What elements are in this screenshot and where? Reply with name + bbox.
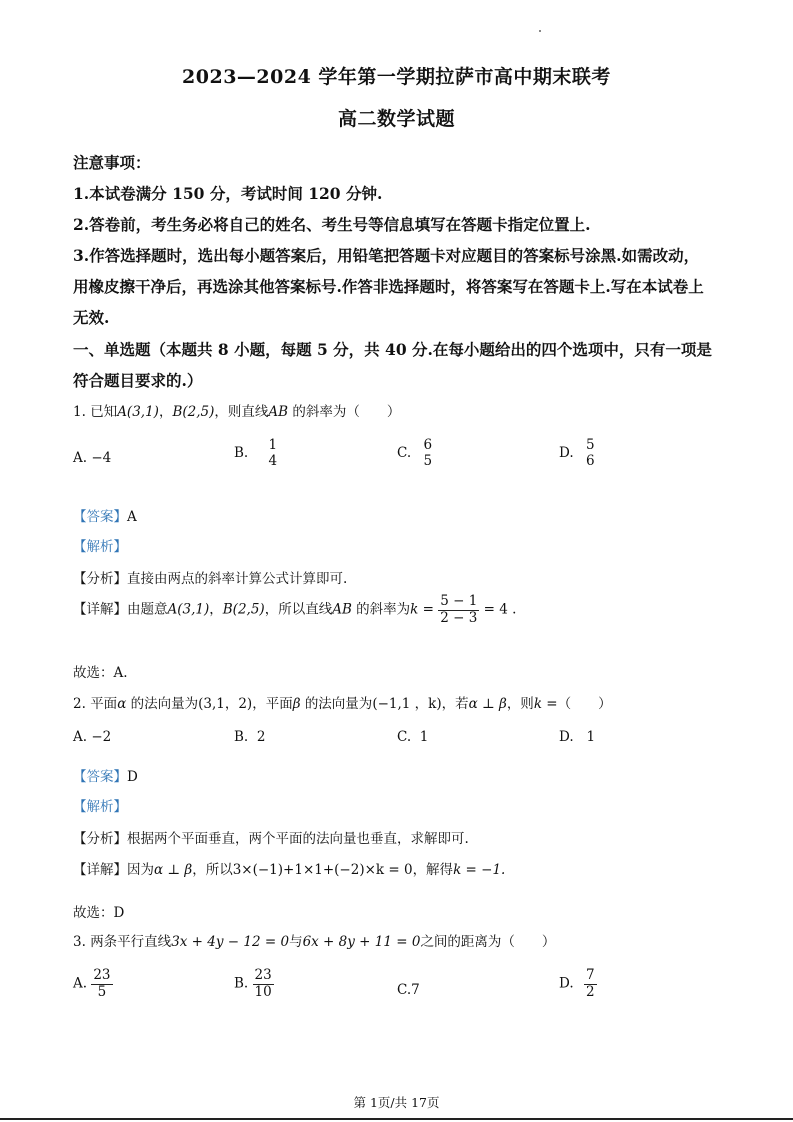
page-footer: 第 1页/共 17页: [353, 1095, 440, 1110]
q2-answer-label: 【答案】: [73, 769, 127, 785]
q3-option-a: [73, 968, 113, 1000]
q1-line: AB: [268, 404, 289, 420]
notice-item-3a: 3.作答选择题时，选出每小题答案后，用铅笔把答题卡对应题目的答案标号涂黑.如需改动，: [73, 246, 700, 265]
q1-option-d: [559, 438, 597, 469]
q2-option-a-label: A.: [73, 729, 88, 745]
q1-choice: [73, 661, 128, 681]
q2-ask: k =: [533, 696, 558, 712]
section-heading-line1: 一、单选题（本题共 8 小题，每题 5 分，共 40 分.在每小题给出的四个选项中，只有一项是: [73, 340, 712, 359]
q2-alpha: α: [117, 696, 127, 712]
q1-detail: [73, 594, 516, 626]
q1-point-b: B(2,5): [172, 404, 215, 420]
q2-option-b-label: B.: [234, 729, 249, 745]
q2-analysis-label: [73, 795, 127, 815]
q1-detail-num: 5 − 1: [440, 593, 478, 609]
q2-number: 2.: [73, 696, 86, 712]
notice-item-1: 1.本试卷满分 150 分，考试时间 120 分钟.: [73, 184, 383, 203]
q3-option-d-fraction: [584, 968, 597, 1000]
q1-option-c-fraction: [421, 438, 434, 469]
q1-analysis-tag: 【解析】: [73, 539, 127, 555]
q3-option-a-den: 5: [91, 984, 112, 1001]
notice-item-3c: 无效.: [73, 308, 110, 327]
q3-line1: 3x + 4y − 12 = 0: [171, 934, 290, 950]
q2-choice-prefix: 故选：: [73, 905, 114, 921]
q2-beta: β: [292, 696, 301, 712]
q2-fenxi: [73, 827, 469, 847]
q3-option-a-fraction: [91, 968, 112, 1000]
q1-stem-a: 已知: [90, 404, 118, 420]
q1-detail-k: k =: [410, 601, 434, 618]
q1-detail-c: 的斜率为: [356, 601, 411, 618]
q1-option-b: [234, 438, 279, 469]
q2-detail-b: ，所以: [192, 862, 233, 878]
q1-detail-line: AB: [332, 601, 352, 618]
q1-choice-value: A.: [113, 665, 128, 681]
q2-detail-a: 因为: [127, 862, 154, 878]
q2-detail-c: ，解得: [412, 862, 454, 878]
q2-choice: [73, 901, 124, 921]
q1-option-d-label: D.: [559, 445, 574, 462]
q1-detail-a: 由题意: [127, 601, 168, 618]
q1-option-d-fraction: [584, 438, 597, 469]
q1-point-a: A(3,1): [117, 404, 159, 420]
q1-detail-den: 2 − 3: [440, 609, 478, 626]
q1-analysis-label: [73, 535, 127, 555]
q1-detail-point-b: B(2,5): [222, 601, 265, 618]
footer-rule: [0, 1118, 793, 1120]
q3-option-a-label: A.: [73, 975, 88, 992]
q1-answer: [73, 505, 137, 525]
q1-option-d-den: 6: [585, 452, 595, 469]
q2-cond: α ⊥ β: [468, 696, 507, 712]
scan-dot: [539, 30, 541, 32]
q3-stem-b: 与: [289, 934, 303, 950]
q2-stem-f: ，则: [506, 696, 534, 712]
q1-option-a-value: −4: [91, 450, 112, 466]
q1-answer-label: 【答案】: [73, 509, 127, 525]
q1-fenxi: [73, 567, 347, 587]
q3-option-d-den: 2: [585, 983, 595, 1000]
q1-fenxi-text: 直接由两点的斜率计算公式计算即可.: [127, 571, 348, 587]
q1-stem-b: ，则直线: [214, 404, 269, 420]
notice-heading: 注意事项：: [73, 153, 151, 172]
q1-detail-eq: = 4 .: [483, 601, 517, 618]
q2-stem-a: 平面: [90, 696, 118, 712]
q3-option-b-label: B.: [234, 975, 249, 992]
q2-stem-e: ，若: [441, 696, 469, 712]
q2-stem-g: （ ）: [557, 696, 612, 712]
exam-subtitle: 高二数学试题: [337, 108, 455, 130]
q1-choice-prefix: 故选：: [73, 665, 114, 681]
q1-option-b-num: 1: [268, 437, 278, 453]
q3-option-b-fraction: [253, 968, 274, 1000]
q2-detail-eq: 3×(−1)+1×1+(−2)×k = 0: [232, 862, 413, 878]
q1-detail-fraction: [438, 594, 479, 626]
q1-option-b-den: 4: [268, 452, 278, 469]
notice-item-2: 2.答卷前，考生务必将自己的姓名、考生号等信息填写在答题卡指定位置上.: [73, 215, 591, 234]
q2-detail-label: 【详解】: [73, 862, 127, 878]
q1-option-c-den: 5: [423, 452, 433, 469]
q1-option-a: [73, 450, 111, 466]
q1-detail-sep: ，: [209, 601, 223, 618]
q3-stem-a: 两条平行直线: [90, 934, 172, 950]
section-heading-line2: 符合题目要求的.）: [73, 371, 203, 390]
q2-option-c: [397, 729, 428, 745]
q2-fenxi-text: 根据两个平面垂直，两个平面的法向量也垂直，求解即可.: [127, 831, 469, 847]
q3-option-d-label: D.: [559, 975, 574, 992]
notice-item-3b: 用橡皮擦干净后，再选涂其他答案标号.作答非选择题时，将答案写在答题卡上.写在本试卷上: [73, 277, 704, 296]
q3-number: 3.: [73, 934, 86, 950]
q3-stem: [73, 930, 555, 950]
q1-detail-point-a: A(3,1): [167, 601, 210, 618]
q1-fenxi-label: 【分析】: [73, 571, 127, 587]
q2-option-c-value: 1: [419, 729, 429, 745]
q1-stem-c: 的斜率为（ ）: [292, 404, 401, 420]
q2-option-b-value: 2: [256, 729, 266, 745]
q2-stem: [73, 692, 612, 712]
q2-vec2: (−1,1 ，k): [372, 696, 442, 712]
q1-sep: ，: [158, 404, 173, 420]
q1-number: 1.: [73, 404, 86, 420]
q2-detail: [73, 858, 505, 878]
q1-detail-label: 【详解】: [73, 601, 127, 618]
q3-option-b-den: 10: [254, 983, 272, 1000]
q3-stem-c: 之间的距离为（ ）: [420, 934, 556, 950]
q3-option-d: [559, 968, 597, 1000]
q1-option-d-num: 5: [585, 437, 595, 453]
q1-answer-value: A: [127, 509, 137, 525]
q3-option-d-num: 7: [585, 967, 595, 983]
q2-answer-value: D: [127, 769, 138, 785]
q3-option-c: [397, 982, 420, 998]
q2-option-d-value: 1: [586, 729, 596, 745]
q3-option-a-num: 23: [93, 967, 111, 983]
q1-option-a-label: A.: [73, 450, 88, 466]
q1-option-c-label: C.: [397, 445, 412, 462]
q3-option-b: [234, 968, 274, 1000]
q2-option-b: [234, 729, 265, 745]
q3-option-c-label: C.: [397, 982, 412, 998]
q3-option-c-value: 7: [411, 982, 420, 998]
q3-line2: 6x + 8y + 11 = 0: [302, 934, 421, 950]
q2-option-d: [559, 729, 595, 745]
q1-option-c-num: 6: [423, 437, 433, 453]
q1-option-b-label: B.: [234, 445, 249, 462]
q1-option-c: [397, 438, 434, 469]
q3-option-b-num: 23: [254, 967, 272, 983]
q2-answer: [73, 765, 138, 785]
q2-analysis-tag: 【解析】: [73, 799, 127, 815]
q1-detail-b: ，所以直线: [264, 601, 333, 618]
exam-title: 2023—2024 学年第一学期拉萨市高中期末联考: [182, 66, 611, 88]
q2-detail-cond: α ⊥ β: [154, 862, 193, 878]
q2-option-a: [73, 729, 111, 745]
q2-choice-value: D: [113, 905, 125, 921]
q2-stem-c: ，平面: [252, 696, 293, 712]
q2-stem-d: 的法向量为: [304, 696, 373, 712]
q2-vec1: (3,1，2): [198, 696, 253, 712]
q1-stem: [73, 400, 400, 420]
q2-option-d-label: D.: [559, 729, 574, 745]
q2-option-a-value: −2: [91, 729, 112, 745]
q2-option-c-label: C.: [397, 729, 412, 745]
q2-fenxi-label: 【分析】: [73, 831, 127, 847]
q2-stem-b: 的法向量为: [130, 696, 199, 712]
q2-detail-res: k = −1.: [453, 862, 506, 878]
q1-option-b-fraction: [267, 438, 280, 469]
